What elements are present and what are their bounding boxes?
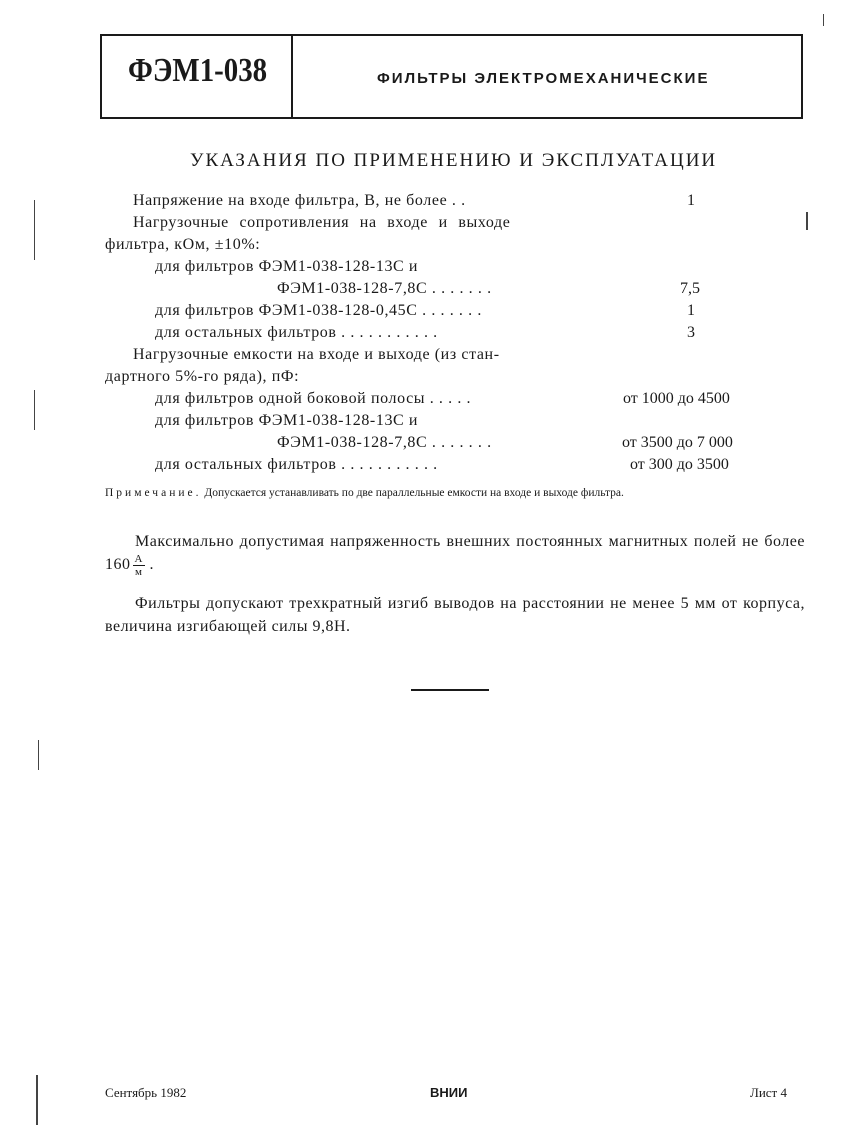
- end-divider: [411, 689, 489, 691]
- spec-lr-row4-label: для остальных фильтров . . . . . . . . . . .: [155, 324, 438, 341]
- spec-lc-row3-value: от 3500 до 7 000: [622, 434, 733, 451]
- spec-load-capacitance-heading-cont: дартного 5%-го ряда), пФ:: [105, 368, 300, 385]
- spec-lr-row3-value: 1: [687, 302, 695, 319]
- scan-mark: [34, 200, 35, 260]
- paragraph-magnetic-field-text: Максимально допустимая напряженность внешних постоянных магнитных полей не более 160: [105, 533, 805, 574]
- scan-mark: [34, 390, 35, 430]
- paragraph-magnetic-field: [105, 530, 805, 578]
- unit-fraction: [133, 553, 145, 578]
- spec-lr-row3-label: для фильтров ФЭМ1-038-128-0,45С . . . . . . .: [155, 302, 482, 319]
- spec-lr-row2-label: ФЭМ1-038-128-7,8С . . . . . . .: [277, 280, 492, 297]
- scan-mark: [36, 1075, 38, 1125]
- footer-organization: ВНИИ: [430, 1085, 468, 1100]
- header-frame-right: [801, 34, 803, 119]
- paragraph-magnetic-field-end: .: [149, 556, 154, 574]
- spec-lc-row1-value: от 1000 до 4500: [623, 390, 730, 407]
- spec-lc-row3-label: ФЭМ1-038-128-7,8С . . . . . . .: [277, 434, 492, 451]
- scan-mark: [823, 14, 824, 26]
- paragraph-lead-bending: Фильтры допускают трехкратный изгиб выводов на расстоянии не менее 5 мм от корпуса, величина изгибающей силы 9,8Н.: [105, 595, 805, 635]
- spec-lc-row4-label: для остальных фильтров . . . . . . . . . . .: [155, 456, 438, 473]
- spec-lr-row2-value: 7,5: [680, 280, 700, 297]
- spec-load-resistance-heading: Нагрузочные сопротивления на входе и выходе: [133, 214, 511, 231]
- note-text: Допускается устанавливать по две параллельные емкости на входе и выходе фильтра.: [204, 487, 624, 499]
- spec-input-voltage-label: Напряжение на входе фильтра, В, не более . .: [133, 192, 466, 209]
- document-title: ФИЛЬТРЫ ЭЛЕКТРОМЕХАНИЧЕСКИЕ: [377, 70, 710, 87]
- spec-load-capacitance-heading: Нагрузочные емкости на входе и выходе (из стан-: [133, 346, 500, 363]
- spec-lc-row1-label: для фильтров одной боковой полосы . . . . .: [155, 390, 472, 407]
- spec-lr-row1: для фильтров ФЭМ1-038-128-13С и: [155, 258, 419, 275]
- spec-input-voltage-value: 1: [687, 192, 695, 209]
- scan-mark: [38, 740, 39, 770]
- unit-denominator: м: [134, 566, 143, 578]
- section-title: УКАЗАНИЯ ПО ПРИМЕНЕНИЮ И ЭКСПЛУАТАЦИИ: [190, 150, 718, 171]
- spec-load-resistance-heading-cont: фильтра, кОм, ±10%:: [105, 236, 261, 253]
- scan-mark: [806, 212, 808, 230]
- footer-sheet-number: Лист 4: [750, 1085, 787, 1100]
- header-frame-bottom: [100, 117, 803, 119]
- spec-lr-row4-value: 3: [687, 324, 695, 341]
- header-frame-left: [100, 34, 102, 119]
- spec-lc-row2: для фильтров ФЭМ1-038-128-13С и: [155, 412, 419, 429]
- document-code: ФЭМ1-038: [128, 52, 268, 89]
- spec-lc-row4-value: от 300 до 3500: [630, 456, 729, 473]
- unit-numerator: А: [134, 553, 143, 565]
- header-frame-top: [100, 34, 803, 36]
- header-divider: [291, 36, 293, 117]
- note: [105, 486, 807, 500]
- footer-date: Сентябрь 1982: [105, 1085, 187, 1100]
- note-label: Примечание.: [105, 487, 202, 499]
